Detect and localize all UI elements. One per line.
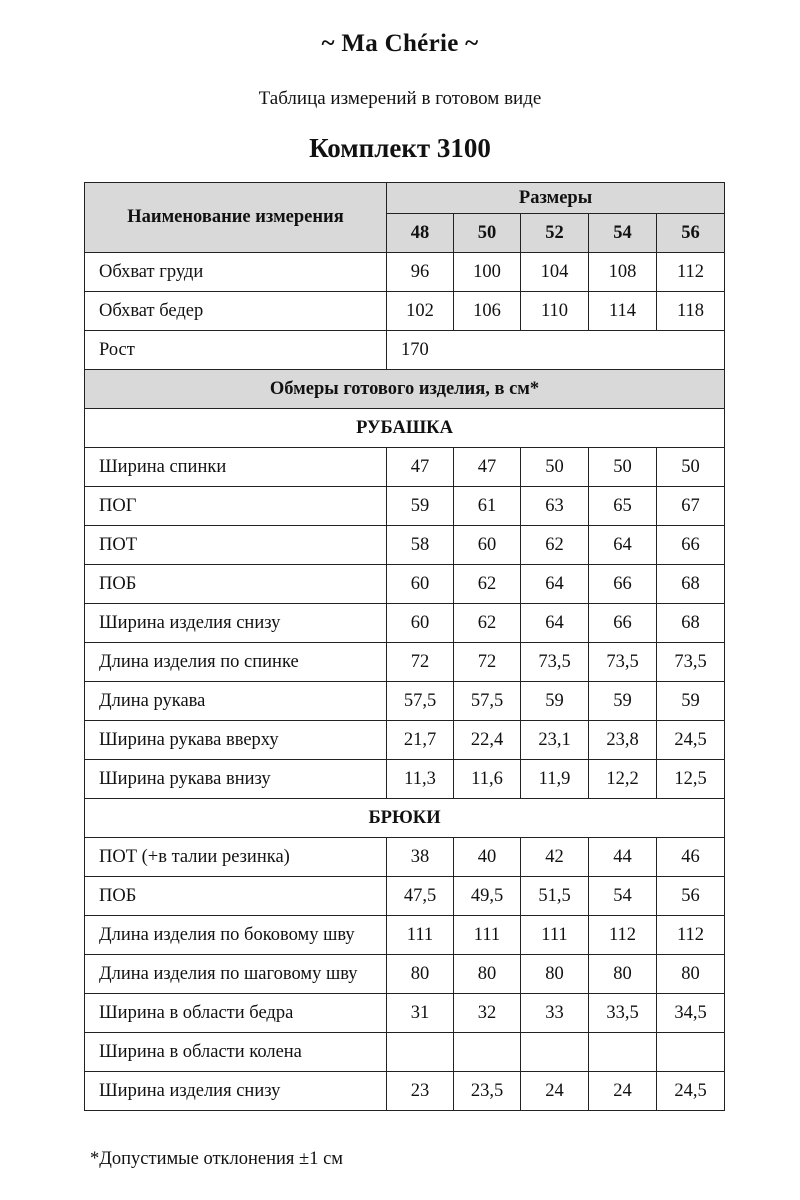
measurement-value: 38 [387, 838, 454, 877]
measurement-value: 59 [521, 682, 589, 721]
measurement-value: 118 [657, 292, 725, 331]
measurement-value: 12,2 [589, 760, 657, 799]
measurement-value: 96 [387, 253, 454, 292]
size-50: 50 [454, 214, 521, 253]
table-row [85, 1072, 725, 1111]
measurement-value: 34,5 [657, 994, 725, 1033]
measurement-value: 23,5 [454, 1072, 521, 1111]
measurement-value: 22,4 [454, 721, 521, 760]
measurement-value: 66 [589, 565, 657, 604]
group-title-row [85, 799, 725, 838]
measurement-value: 72 [387, 643, 454, 682]
table-row [85, 760, 725, 799]
measurement-value: 59 [589, 682, 657, 721]
table-row [85, 955, 725, 994]
group-title: БРЮКИ [85, 799, 725, 838]
measurement-value: 56 [657, 877, 725, 916]
measurement-value: 47 [387, 448, 454, 487]
measurement-value: 80 [454, 955, 521, 994]
measurement-value: 112 [657, 916, 725, 955]
measurement-value: 23,8 [589, 721, 657, 760]
measurement-value: 66 [657, 526, 725, 565]
measurement-value: 50 [589, 448, 657, 487]
table-header-row [85, 183, 725, 214]
measurement-name: Ширина рукава вверху [85, 721, 387, 760]
table-row [85, 565, 725, 604]
size-54: 54 [589, 214, 657, 253]
measurement-value: 73,5 [589, 643, 657, 682]
measurement-value: 57,5 [454, 682, 521, 721]
size-52: 52 [521, 214, 589, 253]
measurement-value: 112 [657, 253, 725, 292]
measurement-name: Ширина в области колена [85, 1033, 387, 1072]
measurement-value: 12,5 [657, 760, 725, 799]
page-subtitle: Таблица измерений в готовом виде [258, 88, 542, 109]
measurement-value: 62 [454, 604, 521, 643]
table-row-height [85, 331, 725, 370]
measurement-value: 108 [589, 253, 657, 292]
table-row [85, 643, 725, 682]
measurement-value: 51,5 [521, 877, 589, 916]
measurement-value: 59 [387, 487, 454, 526]
measurement-name: ПОГ [85, 487, 387, 526]
measurement-value: 58 [387, 526, 454, 565]
product-title: Комплект 3100 [309, 133, 491, 163]
measurement-value: 60 [387, 604, 454, 643]
measurement-value: 50 [521, 448, 589, 487]
measurement-name: Обхват бедер [85, 292, 387, 331]
measurement-value: 65 [589, 487, 657, 526]
measurement-value: 46 [657, 838, 725, 877]
measurement-value: 11,6 [454, 760, 521, 799]
measurement-value: 64 [589, 526, 657, 565]
measurement-name: Ширина изделия снизу [85, 604, 387, 643]
sizes-header: Размеры [387, 183, 725, 214]
group-title-row [85, 409, 725, 448]
measurement-name: Ширина рукава внизу [85, 760, 387, 799]
table-row [85, 877, 725, 916]
measurement-value: 54 [589, 877, 657, 916]
measurement-value [589, 1033, 657, 1072]
height-value: 170 [387, 331, 725, 370]
measurement-name: Ширина в области бедра [85, 994, 387, 1033]
measurement-value: 44 [589, 838, 657, 877]
measurement-name: ПОБ [85, 565, 387, 604]
table-row [85, 253, 725, 292]
measurement-value: 40 [454, 838, 521, 877]
measurement-name: Ширина спинки [85, 448, 387, 487]
footnote: *Допустимые отклонения ±1 см [90, 1149, 343, 1169]
measurement-value: 11,3 [387, 760, 454, 799]
measurement-name: Ширина изделия снизу [85, 1072, 387, 1111]
measurement-name: Длина изделия по боковому шву [85, 916, 387, 955]
measurement-value: 60 [387, 565, 454, 604]
measurement-value: 24,5 [657, 1072, 725, 1111]
measurement-value: 102 [387, 292, 454, 331]
measurement-value: 114 [589, 292, 657, 331]
group-title: РУБАШКА [85, 409, 725, 448]
brand-title: ~ Ma Chérie ~ [321, 30, 479, 57]
measurement-value: 106 [454, 292, 521, 331]
measurement-value: 100 [454, 253, 521, 292]
measurement-value: 68 [657, 565, 725, 604]
measurement-value: 23,1 [521, 721, 589, 760]
table-row [85, 604, 725, 643]
measurement-name: ПОТ [85, 526, 387, 565]
measurement-name: Длина изделия по шаговому шву [85, 955, 387, 994]
measurement-value [657, 1033, 725, 1072]
measurement-value: 57,5 [387, 682, 454, 721]
measurement-value: 64 [521, 604, 589, 643]
measurement-value: 24 [521, 1072, 589, 1111]
measurement-value: 23 [387, 1072, 454, 1111]
measurement-value: 62 [521, 526, 589, 565]
measurement-value: 111 [521, 916, 589, 955]
measurement-value: 24,5 [657, 721, 725, 760]
table-row [85, 721, 725, 760]
table-row [85, 994, 725, 1033]
size-56: 56 [657, 214, 725, 253]
measurements-table [84, 182, 725, 1111]
measurement-value: 47 [454, 448, 521, 487]
measurement-value: 59 [657, 682, 725, 721]
measurement-value: 24 [589, 1072, 657, 1111]
measurement-value: 42 [521, 838, 589, 877]
measurement-value: 32 [454, 994, 521, 1033]
measurement-value: 80 [387, 955, 454, 994]
measurement-value [454, 1033, 521, 1072]
measurement-value: 21,7 [387, 721, 454, 760]
measurement-value: 64 [521, 565, 589, 604]
table-row [85, 448, 725, 487]
table-row [85, 682, 725, 721]
measurement-value: 110 [521, 292, 589, 331]
measurement-value: 31 [387, 994, 454, 1033]
measurement-value: 111 [454, 916, 521, 955]
measurement-value: 67 [657, 487, 725, 526]
table-row [85, 292, 725, 331]
section-title-row [85, 370, 725, 409]
measurement-name: ПОТ (+в талии резинка) [85, 838, 387, 877]
measurement-value: 68 [657, 604, 725, 643]
measurement-value: 80 [521, 955, 589, 994]
measurement-name: ПОБ [85, 877, 387, 916]
measurement-value: 33,5 [589, 994, 657, 1033]
measurement-value: 80 [657, 955, 725, 994]
table-row [85, 526, 725, 565]
measurement-value: 72 [454, 643, 521, 682]
measurement-value: 66 [589, 604, 657, 643]
measurement-value: 49,5 [454, 877, 521, 916]
measurement-name-header: Наименование измерения [85, 183, 387, 253]
table-row [85, 1033, 725, 1072]
measurement-value: 73,5 [657, 643, 725, 682]
measurement-value: 61 [454, 487, 521, 526]
measurement-value: 50 [657, 448, 725, 487]
measurement-value: 104 [521, 253, 589, 292]
measurement-value: 111 [387, 916, 454, 955]
section-title: Обмеры готового изделия, в см* [85, 370, 725, 409]
measurement-value: 112 [589, 916, 657, 955]
measurement-value: 60 [454, 526, 521, 565]
measurement-name: Обхват груди [85, 253, 387, 292]
measurement-name: Длина изделия по спинке [85, 643, 387, 682]
measurement-value: 11,9 [521, 760, 589, 799]
table-row [85, 916, 725, 955]
measurement-name: Рост [85, 331, 387, 370]
measurement-value: 47,5 [387, 877, 454, 916]
measurement-value [387, 1033, 454, 1072]
measurement-name: Длина рукава [85, 682, 387, 721]
measurement-value [521, 1033, 589, 1072]
size-48: 48 [387, 214, 454, 253]
measurement-value: 63 [521, 487, 589, 526]
measurement-value: 80 [589, 955, 657, 994]
measurement-value: 62 [454, 565, 521, 604]
table-row [85, 838, 725, 877]
table-row [85, 487, 725, 526]
measurement-value: 33 [521, 994, 589, 1033]
measurement-value: 73,5 [521, 643, 589, 682]
